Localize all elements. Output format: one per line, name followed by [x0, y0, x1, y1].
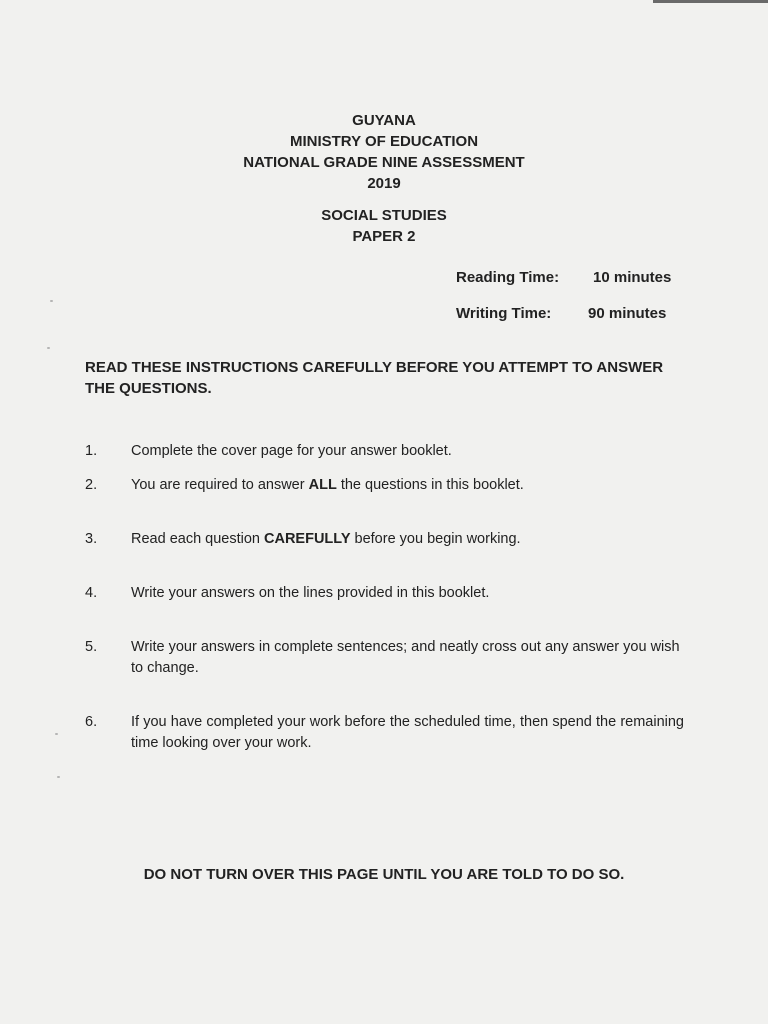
- reading-time-value: 10 minutes: [593, 269, 672, 286]
- top-edge-rule: [653, 0, 768, 3]
- scan-speck: [55, 733, 58, 735]
- instruction-text: Read each question CAREFULLY before you begin working.: [131, 531, 521, 547]
- subject-block: [0, 205, 768, 247]
- writing-time-label: Writing Time:: [456, 305, 552, 322]
- exam-header: [0, 110, 768, 194]
- country-title: GUYANA: [352, 112, 416, 129]
- ministry-title: MINISTRY OF EDUCATION: [289, 133, 479, 150]
- instruction-text: You are required to answer ALL the questions in this booklet.: [131, 477, 524, 493]
- instruction-text: Write your answers on the lines provided in this booklet.: [131, 585, 490, 601]
- exam-year: 2019: [367, 175, 401, 192]
- instructions-heading: READ THESE INSTRUCTIONS CAREFULLY BEFORE YOU ATTEMPT TO ANSWER THE QUESTIONS.: [85, 359, 664, 397]
- instruction-number: 5.: [85, 639, 98, 655]
- instruction-number: 6.: [85, 714, 98, 730]
- emphasis-all: ALL: [308, 477, 337, 493]
- paper-number: PAPER 2: [352, 228, 416, 245]
- do-not-turn-warning: DO NOT TURN OVER THIS PAGE UNTIL YOU ARE TOLD TO DO SO.: [143, 866, 625, 883]
- reading-time-row: [456, 269, 672, 286]
- assessment-title: NATIONAL GRADE NINE ASSESSMENT: [243, 154, 525, 171]
- instruction-text: Write your answers in complete sentences; and neatly cross out any answer you wish to change.: [131, 639, 680, 676]
- subject-name: SOCIAL STUDIES: [321, 207, 447, 224]
- instruction-number: 1.: [85, 443, 98, 459]
- scan-speck: [57, 776, 60, 778]
- scan-speck: [50, 300, 53, 302]
- instruction-number: 4.: [85, 585, 98, 601]
- instruction-text: If you have completed your work before the scheduled time, then spend the remaining time looking over your work.: [131, 714, 684, 751]
- emphasis-carefully: CAREFULLY: [264, 531, 351, 547]
- instruction-number: 2.: [85, 477, 98, 493]
- instruction-text: Complete the cover page for your answer booklet.: [131, 443, 452, 459]
- reading-time-label: Reading Time:: [456, 269, 560, 286]
- writing-time-value: 90 minutes: [588, 305, 667, 322]
- scan-speck: [47, 347, 50, 349]
- writing-time-row: [456, 305, 667, 322]
- instruction-number: 3.: [85, 531, 98, 547]
